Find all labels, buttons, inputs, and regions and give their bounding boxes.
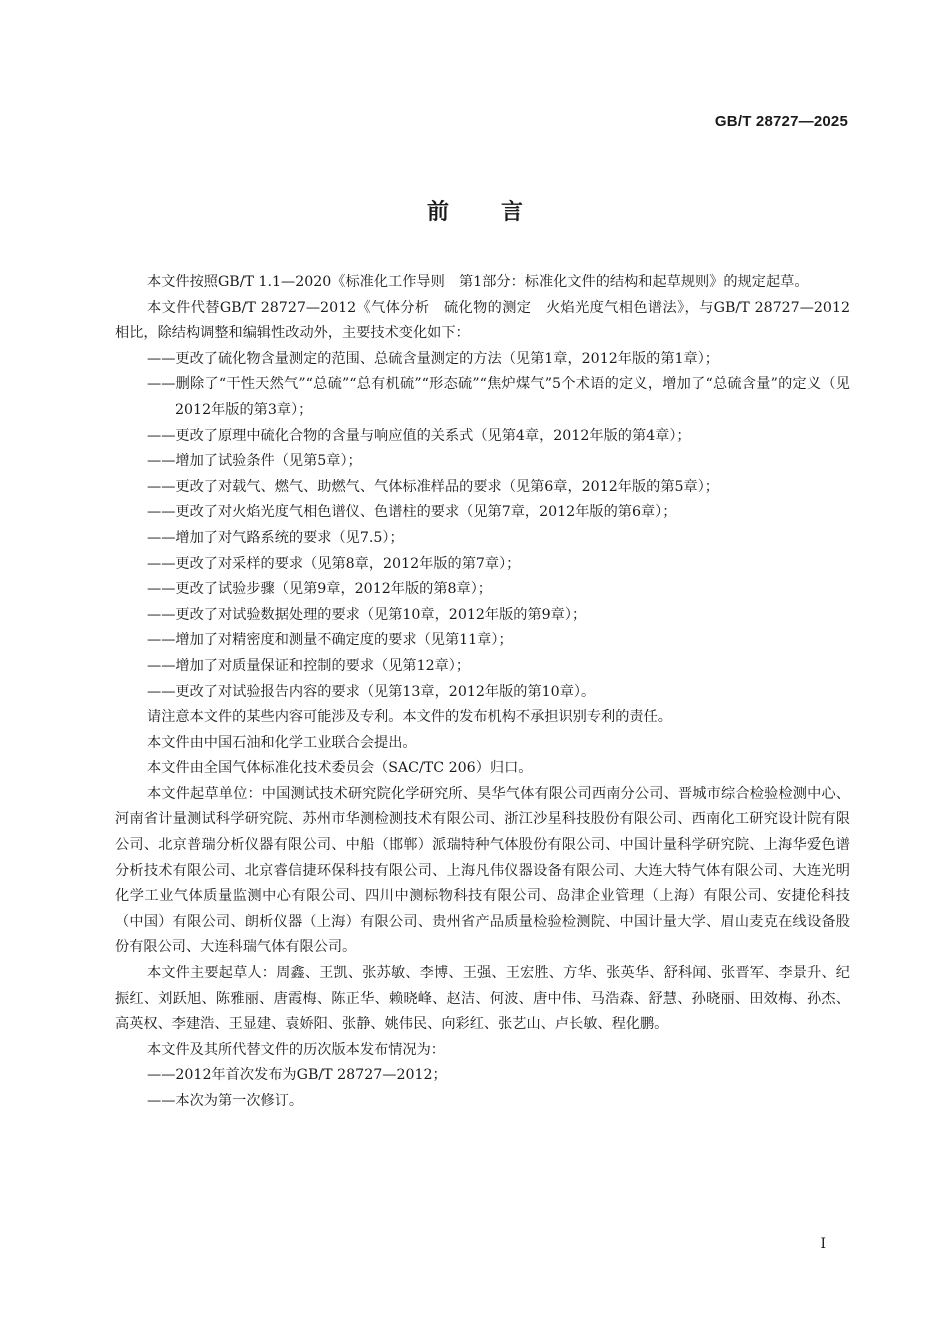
list-item: ——删除了“干性天然气”“总硫”“总有机硫”“形态硫”“焦炉煤气”5个术语的定义，增加了“总硫含量”的定义（见2012年版的第3章）； bbox=[147, 376, 850, 418]
list-item: ——增加了对质量保证和控制的要求（见第12章）； bbox=[147, 657, 471, 674]
list-item: ——更改了对试验数据处理的要求（见第10章，2012年版的第9章）； bbox=[147, 606, 587, 623]
paragraph: 请注意本文件的某些内容可能涉及专利。本文件的发布机构不承担识别专利的责任。 bbox=[147, 709, 672, 726]
list-item: ——本次为第一次修订。 bbox=[147, 1093, 304, 1109]
paragraph: 本文件代替GB/T 28727—2012《气体分析 硫化物的测定 火焰光度气相色谱法》，与GB/T 28727—2012相比，除结构调整和编辑性改动外，主要技术变化如下： bbox=[115, 299, 850, 342]
page-number: I bbox=[820, 1236, 826, 1252]
paragraph-drafting-units: 本文件起草单位：中国测试技术研究院化学研究所、昊华气体有限公司西南分公司、晋城市综合检验检测中心、河南省计量测试科学研究院、苏州市华测检测技术有限公司、浙江沙星科技股份有限公司、西南化工研究设计院有限公司、北京普瑞分析仪器有限公司、中船（邯郸）派瑞特种气体股份有限公司、中国计量科学研究院、上海华爱色谱分析技术有限公司、北京睿信捷环保科技有限公司、上海凡伟仪器设备有限公司、大连大特气体有限公司、大连光明化学工业气体质量监测中心有限公司、四川中测标物科技有限公司、岛津企业管理（上海）有限公司、安捷伦科技（中国）有限公司、朗析仪器（上海）有限公司、贵州省产品质量检验检测院、中国计量大学、眉山麦克在线设备股份有限公司、大连科瑞气体有限公司。 bbox=[115, 785, 850, 956]
change-list bbox=[115, 347, 850, 705]
list-item: ——2012年首次发布为GB/T 28727—2012； bbox=[147, 1067, 447, 1084]
list-item: ——增加了对精密度和测量不确定度的要求（见第11章）； bbox=[147, 632, 513, 649]
list-item: ——增加了对气路系统的要求（见7.5）； bbox=[147, 529, 404, 546]
list-item: ——增加了试验条件（见第5章）； bbox=[147, 453, 362, 470]
list-item: ——更改了硫化物含量测定的范围、总硫含量测定的方法（见第1章，2012年版的第1章）； bbox=[147, 350, 719, 367]
paragraph: 本文件按照GB/T 1.1—2020《标准化工作导则 第1部分：标准化文件的结构和起草规则》的规定起草。 bbox=[147, 274, 809, 290]
paragraph-drafters: 本文件主要起草人：周鑫、王凯、张苏敏、李博、王强、王宏胜、方华、张英华、舒科闻、张晋军、李景升、纪振红、刘跃旭、陈雅丽、唐霞梅、陈正华、赖晓峰、赵洁、何波、唐中伟、马浩森、舒慧、孙晓丽、田效梅、孙杰、高英权、李建浩、王显建、袁娇阳、张静、姚伟民、向彩红、张艺山、卢长敏、程化鹏。 bbox=[115, 965, 850, 1033]
standard-code: GB/T 28727—2025 bbox=[714, 113, 848, 130]
list-item: ——更改了原理中硫化合物的含量与响应值的关系式（见第4章，2012年版的第4章）； bbox=[147, 427, 691, 444]
list-item: ——更改了对采样的要求（见第8章，2012年版的第7章）； bbox=[147, 555, 521, 572]
list-item: ——更改了对火焰光度气相色谱仪、色谱柱的要求（见第7章，2012年版的第6章）； bbox=[147, 504, 677, 521]
paragraph: 本文件及其所代替文件的历次版本发布情况为： bbox=[147, 1041, 445, 1058]
list-item: ——更改了对试验报告内容的要求（见第13章，2012年版的第10章）。 bbox=[147, 683, 596, 700]
history-list bbox=[115, 1063, 850, 1114]
list-item: ——更改了试验步骤（见第9章，2012年版的第8章）； bbox=[147, 581, 492, 598]
list-item: ——更改了对载气、燃气、助燃气、气体标准样品的要求（见第6章，2012年版的第5章）； bbox=[147, 478, 719, 495]
paragraph: 本文件由全国气体标准化技术委员会（SAC/TC 206）归口。 bbox=[147, 760, 533, 777]
paragraph: 本文件由中国石油和化学工业联合会提出。 bbox=[147, 734, 417, 751]
page-title: 前言 bbox=[426, 200, 575, 225]
document-body bbox=[115, 270, 850, 1115]
